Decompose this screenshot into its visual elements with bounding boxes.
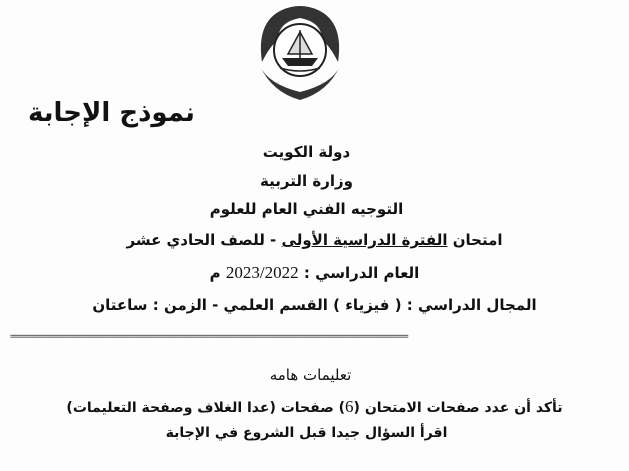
instruction-text: صفحات bbox=[280, 400, 334, 416]
field-label: المجال الدراسي bbox=[418, 296, 537, 314]
instruction-text: عدا الغلاف وصفحة التعليمات bbox=[72, 400, 270, 416]
academic-year: العام الدراسي : 2023/2022 م bbox=[209, 263, 420, 282]
exam-title bbox=[0, 231, 629, 249]
exam-prefix: امتحان bbox=[452, 231, 503, 249]
instruction-text: تأكد أن عدد صفحات الامتحان bbox=[364, 400, 563, 416]
time-value: ساعتان bbox=[92, 296, 148, 314]
ministry-name: وزارة التربية bbox=[260, 172, 353, 190]
time-label: الزمن bbox=[163, 296, 207, 314]
answer-model-title: نموذج الإجابة bbox=[28, 98, 195, 128]
instructions-heading: تعليمات هامه bbox=[269, 366, 352, 384]
department-name: التوجيه الفني العام للعلوم bbox=[209, 200, 404, 218]
exam-grade: - للصف الحادي عشر bbox=[126, 231, 277, 249]
page-count: 6 bbox=[345, 397, 354, 416]
instruction-page-count: تأكد أن عدد صفحات الامتحان (6) صفحات (عدا الغلاف وصفحة التعليمات) bbox=[66, 397, 563, 416]
year-label: العام الدراسي bbox=[315, 264, 420, 282]
separator-line: ========================================================================================== bbox=[10, 332, 408, 342]
year-suffix: م bbox=[209, 264, 221, 282]
section-name: القسم العلمي bbox=[223, 296, 328, 314]
country-name: دولة الكويت bbox=[262, 143, 351, 161]
year-value: 2023/2022 bbox=[225, 263, 299, 282]
field-value: فيزياء bbox=[345, 296, 390, 314]
exam-period: الفترة الدراسية الأولى bbox=[281, 231, 448, 249]
kuwait-emblem-icon bbox=[252, 2, 348, 102]
subject-line: المجال الدراسي : ( فيزياء ) القسم العلمي - الزمن : ساعتان bbox=[92, 296, 537, 314]
instruction-read-carefully: اقرأ السؤال جيدا قبل الشروع في الإجابة bbox=[165, 425, 448, 441]
